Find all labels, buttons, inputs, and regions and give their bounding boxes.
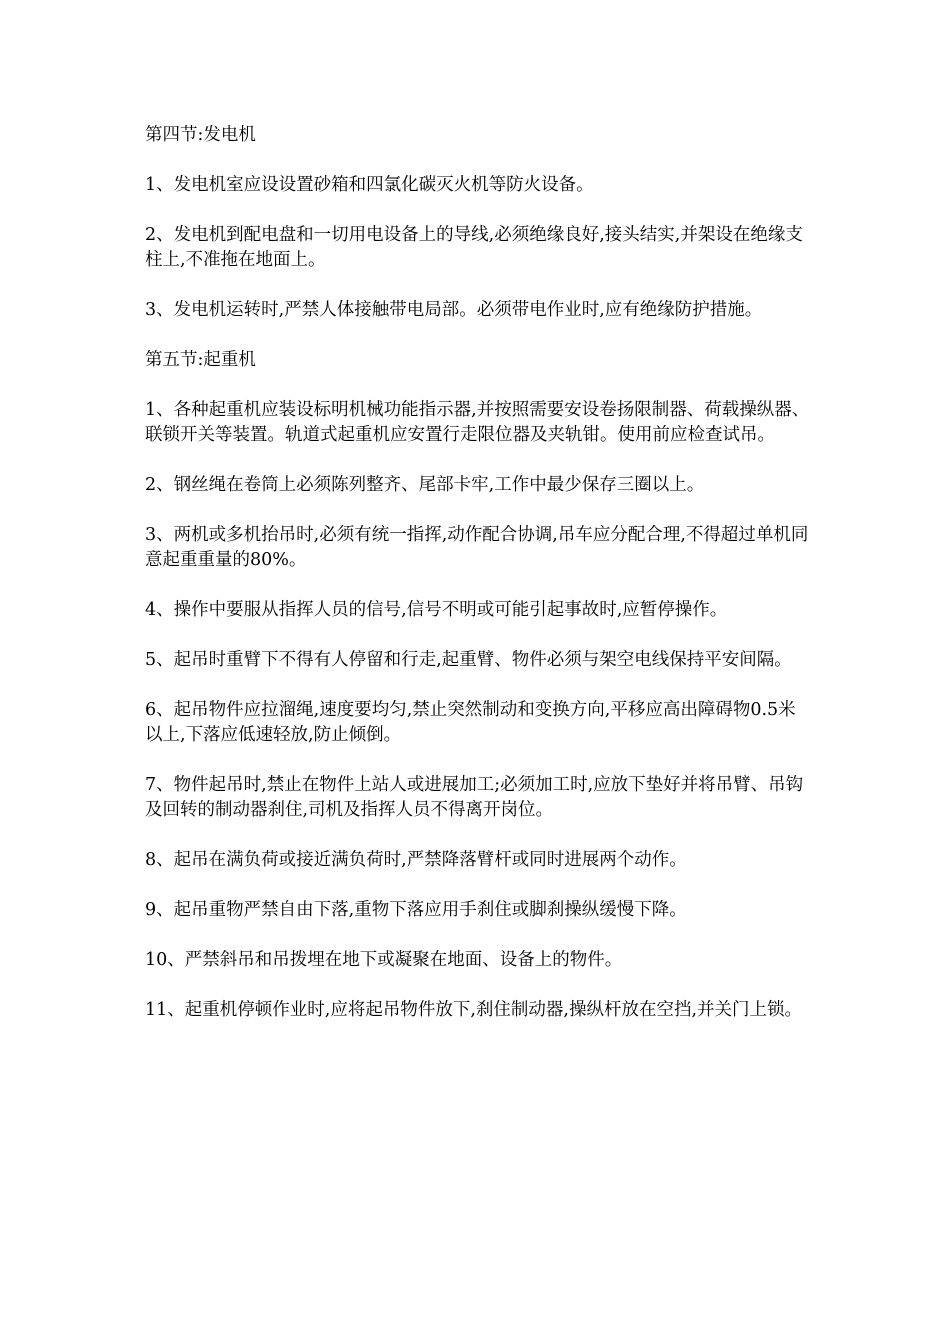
crane-rule-6: 6、起吊物件应拉溜绳,速度要均匀,禁止突然制动和变换方向,平移应高出障碍物0.5米以上,下落应低速轻放,防止倾倒。 — [145, 700, 796, 745]
crane-rule-1: 1、各种起重机应装设标明机械功能指示器,并按照需要安设卷扬限制器、荷载操纵器、联锁开关等装置。轨道式起重机应安置行走限位器及夹轨钳。使用前应检查试吊。 — [145, 400, 810, 445]
section-heading-crane: 第五节:起重机 — [145, 350, 256, 370]
document-body — [145, 123, 810, 1048]
crane-rule-5: 5、起吊时重臂下不得有人停留和行走,起重臂、物件必须与架空电线保持平安间隔。 — [145, 650, 792, 670]
crane-rule-7: 7、物件起吊时,禁止在物件上站人或进展加工;必须加工时,应放下垫好并将吊臂、吊钩及回转的制动器刹住,司机及指挥人员不得离开岗位。 — [145, 775, 804, 820]
generator-rule-1: 1、发电机室应设设置砂箱和四氯化碳灭火机等防火设备。 — [145, 175, 594, 195]
crane-rule-4: 4、操作中要服从指挥人员的信号,信号不明或可能引起事故时,应暂停操作。 — [145, 600, 728, 620]
generator-rule-2: 2、发电机到配电盘和一切用电设备上的导线,必须绝缘良好,接头结实,并架设在绝缘支柱上,不准拖在地面上。 — [145, 225, 803, 270]
section-heading-generator: 第四节:发电机 — [145, 125, 256, 145]
crane-rule-11: 11、起重机停顿作业时,应将起吊物件放下,刹住制动器,操纵杆放在空挡,并关门上锁。 — [145, 1000, 803, 1020]
crane-rule-8: 8、起吊在满负荷或接近满负荷时,严禁降落臂杆或同时进展两个动作。 — [145, 850, 687, 870]
generator-rule-3: 3、发电机运转时,严禁人体接触带电局部。必须带电作业时,应有绝缘防护措施。 — [145, 300, 763, 320]
crane-rule-9: 9、起吊重物严禁自由下落,重物下落应用手刹住或脚刹操纵缓慢下降。 — [145, 900, 687, 920]
crane-rule-2: 2、钢丝绳在卷筒上必须陈列整齐、尾部卡牢,工作中最少保存三圈以上。 — [145, 475, 705, 495]
crane-rule-10: 10、严禁斜吊和吊拨埋在地下或凝聚在地面、设备上的物件。 — [145, 950, 623, 970]
crane-rule-3: 3、两机或多机抬吊时,必须有统一指挥,动作配合协调,吊车应分配合理,不得超过单机同意起重重量的80%。 — [145, 525, 809, 570]
